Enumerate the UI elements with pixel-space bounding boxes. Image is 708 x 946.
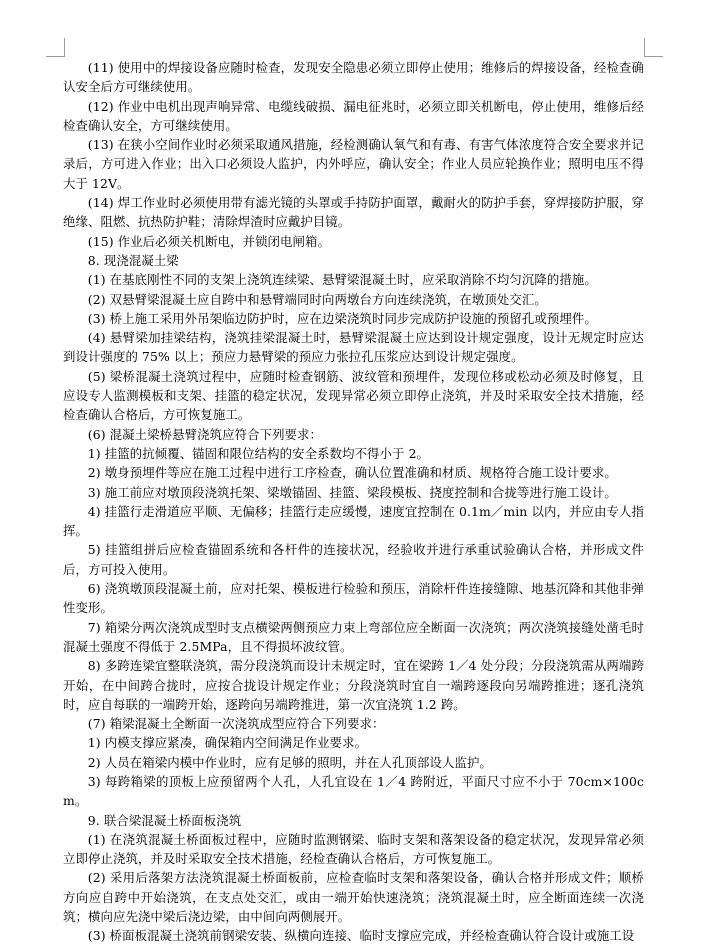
paragraph-12: (12) 作业中电机出现声响异常、电缆线破损、漏电征兆时，必须立即关机断电，停止使用，维修后经检查确认安全，方可继续使用。 [63, 98, 644, 133]
list-item-6-1: 1) 挂篮的抗倾覆、锚固和限位结构的安全系数均不得小于 2。 [87, 445, 430, 461]
list-item-6-5: 5) 挂篮组拼后应检查锚固系统和各杆件的连接状况，经验收并进行承重试验确认合格，并形成文件后，方可投入使用。 [63, 542, 644, 577]
list-item-6-8: 8) 多跨连梁宜整联浇筑，需分段浇筑而设计未规定时，宜在梁跨 1／4 处分段；分段浇筑需从两端跨开始，在中间跨合拢时，应按合拢设计规定作业；分段浇筑时宜自一端跨逐段向另端跨推进；逐孔浇筑时，应自每联的一端跨开始，逐跨向另端跨推进，第一次宜浇筑 1.2 跨。 [63, 658, 644, 712]
list-item-6-4: 4) 挂篮行走滑道应平顺、无偏移；挂篮行走应缓慢，速度宜控制在 0.1m／min 以内，并应由专人指挥。 [63, 503, 644, 539]
list-item-7-3: 3) 每跨箱梁的顶板上应预留两个人孔，人孔宜设在 1／4 跨附近，平面尺寸应不小于 70cm×100cm。 [63, 773, 644, 809]
section-heading-8: 8. 现浇混凝土梁 [87, 252, 179, 268]
paragraph-8-7: (7) 箱梁混凝土全断面一次浇筑成型应符合下列要求： [87, 716, 385, 732]
list-item-6-2: 2) 墩身预埋件等应在施工过程中进行工序检查，确认位置准确和材质、规格符合施工设计要求。 [87, 465, 617, 481]
list-item-6-7: 7) 箱梁分两次浇筑成型时支点横梁两侧预应力束上弯部位应全断面一次浇筑；两次浇筑接缝处凿毛时混凝土强度不得低于 2.5MPa，且不得损坏波纹管。 [63, 619, 644, 654]
paragraph-8-4: (4) 悬臂梁加挂梁结构，浇筑挂梁混凝土时，悬臂梁混凝土应达到设计规定强度，设计无规定时应达到设计强度的 75% 以上；预应力悬臂梁的预应力张拉孔压浆应达到设计规定强度。 [63, 330, 644, 365]
paragraph-8-1: (1) 在基底刚性不同的支架上浇筑连续梁、悬臂梁混凝土时，应采取消除不均匀沉降的措施。 [87, 272, 597, 288]
paragraph-14: (14) 焊工作业时必须使用带有滤光镜的头罩或手持防护面罩，戴耐火的防护手套，穿焊接防护服，穿绝缘、阻燃、抗热防护鞋；清除焊渣时应戴护目镜。 [63, 195, 644, 230]
paragraph-11: (11) 使用中的焊接设备应随时检查，发现安全隐患必须立即停止使用；维修后的焊接设备，经检查确认安全后方可继续使用。 [63, 60, 644, 95]
paragraph-8-5: (5) 梁桥混凝土浇筑过程中，应随时检查钢筋、波纹管和预埋件，发现位移或松动必须及时修复，且应设专人监测模板和支架、挂篮的稳定状况，发现异常必须立即停止浇筑，并及时采取安全技术措施，经检查确认合格后，方可恢复施工。 [63, 368, 644, 423]
paragraph-13: (13) 在狭小空间作业时必须采取通风措施，经检测确认氧气和有毒、有害气体浓度符合安全要求并记录后，方可进入作业；出入口必须设人监护，内外呼应，确认安全；作业人员应轮换作业；照明电压不得大于 12V。 [63, 137, 644, 191]
page-margin-corner-top-right [644, 38, 663, 57]
paragraph-8-3: (3) 桥上施工采用外吊架临边防护时，应在边梁浇筑时同步完成防护设施的预留孔或预埋件。 [87, 310, 597, 326]
paragraph-9-3: (3) 桥面板混凝土浇筑前钢梁安装、纵横向连接、临时支撑应完成，并经检查确认符合设计或施工设 [87, 928, 635, 944]
paragraph-15: (15) 作业后必须关机断电，并锁闭电闸箱。 [87, 233, 331, 249]
document-body [63, 58, 644, 946]
paragraph-8-6: (6) 混凝土梁桥悬臂浇筑应符合下列要求： [87, 426, 323, 442]
page-margin-corner-top-left [46, 38, 65, 57]
list-item-6-3: 3) 施工前应对墩顶段浇筑托架、梁墩锚固、挂篮、梁段模板、挠度控制和合拢等进行施工设计。 [87, 484, 617, 500]
paragraph-8-2: (2) 双悬臂梁混凝土应自跨中和悬臂端同时向两墩台方向连续浇筑，在墩顶处交汇。 [87, 291, 547, 307]
list-item-7-1: 1) 内模支撑应紧凑，确保箱内空间满足作业要求。 [87, 735, 368, 751]
paragraph-9-2: (2) 采用后落架方法浇筑混凝土桥面板前，应检查临时支架和落架设备，确认合格并形成文件；顺桥方向应自跨中开始浇筑，在支点处交汇，或由一端开始快速浇筑；浇筑混凝土时，应全断面连续一次浇筑；横向应先浇中梁后浇边梁，由中间向两侧展开。 [63, 870, 644, 925]
section-heading-9: 9. 联合梁混凝土桥面板浇筑 [87, 812, 242, 828]
paragraph-9-1: (1) 在浇筑混凝土桥面板过程中，应随时监测钢梁、临时支架和落架设备的稳定状况，发现异常必须立即停止浇筑，并及时采取安全技术措施，经检查确认合格后，方可恢复施工。 [63, 831, 644, 867]
list-item-6-6: 6) 浇筑墩顶段混凝土前，应对托架、模板进行检验和预压，消除杆件连接缝隙、地基沉降和其他非弹性变形。 [63, 581, 644, 616]
list-item-7-2: 2) 人员在箱梁内模中作业时，应有足够的照明，并在人孔顶部设人监护。 [87, 754, 492, 770]
